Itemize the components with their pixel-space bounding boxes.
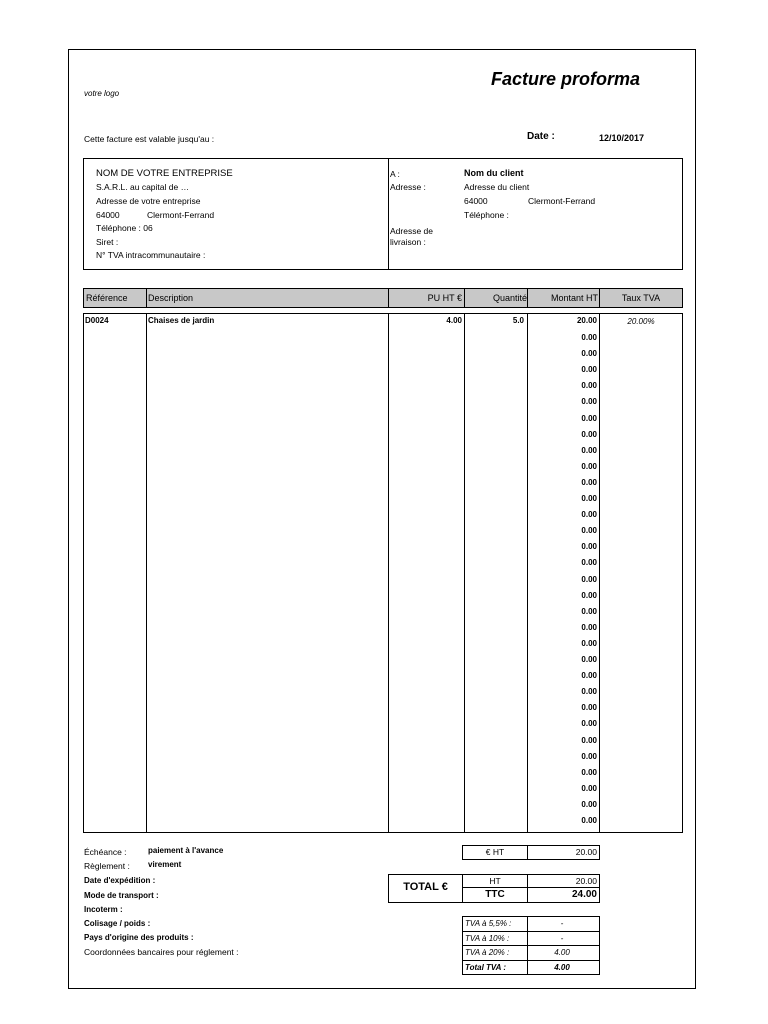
- empty-row-amount: 0.00: [581, 461, 597, 471]
- row-unit-price: 4.00: [446, 316, 462, 325]
- company-name: NOM DE VOTRE ENTREPRISE: [96, 168, 233, 179]
- client-postcode: 64000: [464, 196, 488, 206]
- vat-total-row: [463, 961, 600, 976]
- client-phone-label: Téléphone :: [464, 210, 509, 220]
- header-vat-rate: Taux TVA: [621, 293, 661, 303]
- empty-row-amount: 0.00: [581, 333, 597, 342]
- empty-row-amount: 0.00: [581, 606, 597, 616]
- client-to-label: A :: [390, 169, 400, 179]
- header-amount: Montant HT: [550, 293, 598, 303]
- company-address: Adresse de votre entreprise: [96, 196, 201, 206]
- empty-row-amount: 0.00: [581, 526, 597, 536]
- shipping-date-label: Date d'expédition :: [84, 876, 156, 885]
- vat-row-label: TVA à 5,5% :: [465, 919, 512, 928]
- empty-row-amount: 0.00: [581, 671, 597, 681]
- row-reference: D0024: [85, 316, 109, 325]
- delivery-address-label-line1: Adresse de: [390, 226, 433, 236]
- empty-row-amount: 0.00: [581, 687, 597, 697]
- transport-label: Mode de transport :: [84, 891, 159, 900]
- vat-row: [463, 946, 600, 961]
- incoterm-label: Incoterm :: [84, 905, 123, 914]
- eht-label: € HT: [485, 847, 505, 857]
- ht-value: 20.00: [575, 876, 597, 886]
- empty-row-amount: 0.00: [581, 751, 597, 761]
- empty-row-amount: 0.00: [581, 542, 597, 552]
- empty-row-amount: 0.00: [581, 703, 597, 713]
- origin-label: Pays d'origine des produits :: [84, 933, 194, 942]
- vat-breakdown: [462, 916, 600, 975]
- empty-row-amount: 0.00: [581, 494, 597, 503]
- eht-value: 20.00: [575, 847, 597, 857]
- header-unit-price: PU HT €: [427, 293, 462, 303]
- due-value: paiement à l'avance: [148, 846, 224, 855]
- empty-row-amount: 0.00: [581, 397, 597, 407]
- empty-row-amount: 0.00: [581, 558, 597, 568]
- table-header: [83, 288, 683, 308]
- empty-row-amount: 0.00: [581, 638, 597, 648]
- vat-row: [463, 917, 600, 932]
- empty-row-amount: 0.00: [581, 477, 597, 487]
- packaging-label: Colisage / poids :: [84, 919, 151, 928]
- ttc-label: TTC: [485, 889, 505, 900]
- header-reference: Référence: [86, 293, 128, 303]
- payment-value: virement: [148, 860, 182, 869]
- vat-row-label: TVA à 20% :: [465, 948, 510, 957]
- empty-row-amount: 0.00: [581, 445, 597, 455]
- address-divider: [388, 158, 389, 270]
- row-description: Chaises de jardin: [148, 316, 215, 325]
- vat-total-value: 4.00: [554, 962, 570, 972]
- total-label: TOTAL €: [403, 881, 448, 893]
- empty-row-amount: 0.00: [581, 413, 597, 423]
- client-city: Clermont-Ferrand: [528, 196, 596, 206]
- empty-row-amount: 0.00: [581, 816, 597, 825]
- page-title: Facture proforma: [491, 69, 641, 89]
- client-name: Nom du client: [464, 168, 524, 178]
- company-siret: Siret :: [96, 237, 119, 247]
- empty-row-amount: 0.00: [581, 574, 597, 584]
- ttc-value: 24.00: [571, 889, 597, 900]
- empty-row-amount: 0.00: [581, 365, 597, 375]
- empty-row-amount: 0.00: [581, 799, 597, 809]
- payment-label: Règlement :: [84, 861, 130, 871]
- vat-row-label: TVA à 10% :: [465, 933, 510, 943]
- header-quantity: Quantité: [492, 293, 527, 303]
- bank-details-label: Coordonnées bancaires pour réglement :: [84, 947, 239, 957]
- vat-row-value: -: [560, 919, 564, 928]
- vat-total-label: Total TVA :: [465, 962, 507, 972]
- empty-row-amount: 0.00: [581, 429, 597, 439]
- vat-row-value: 4.00: [554, 948, 570, 957]
- client-address-label: Adresse :: [390, 182, 426, 192]
- empty-row-amount: 0.00: [581, 783, 597, 793]
- row-quantity: 5.0: [512, 316, 524, 325]
- vat-row-value: -: [560, 933, 564, 943]
- empty-row-amount: 0.00: [581, 349, 597, 359]
- validity-label: Cette facture est valable jusqu'au :: [84, 134, 215, 144]
- date-value: 12/10/2017: [599, 133, 645, 143]
- date-label: Date :: [527, 131, 555, 142]
- empty-row-amount: 0.00: [581, 719, 597, 729]
- company-city: Clermont-Ferrand: [147, 210, 215, 220]
- empty-row-amount: 0.00: [581, 767, 597, 777]
- delivery-address-label-line2: livraison :: [390, 237, 426, 247]
- vat-row: [463, 932, 600, 947]
- header-description: Description: [148, 293, 194, 303]
- empty-row-amount: 0.00: [581, 735, 597, 745]
- empty-row-amount: 0.00: [581, 655, 597, 664]
- company-capital: S.A.R.L. au capital de …: [96, 182, 190, 192]
- logo-placeholder: votre logo: [84, 89, 120, 98]
- client-address: Adresse du client: [464, 182, 530, 192]
- empty-row-amount: 0.00: [581, 590, 597, 600]
- company-phone: Téléphone : 06: [96, 223, 153, 233]
- company-postcode: 64000: [96, 210, 120, 220]
- row-amount: 20.00: [576, 316, 597, 325]
- ht-label: HT: [489, 876, 501, 886]
- company-vat-number: N° TVA intracommunautaire :: [96, 250, 206, 260]
- empty-row-amount: 0.00: [581, 622, 597, 632]
- due-label: Échéance :: [84, 847, 127, 857]
- empty-row-amount: 0.00: [581, 381, 597, 391]
- empty-row-amount: 0.00: [581, 510, 597, 520]
- row-vat-rate: 20.00%: [627, 317, 655, 326]
